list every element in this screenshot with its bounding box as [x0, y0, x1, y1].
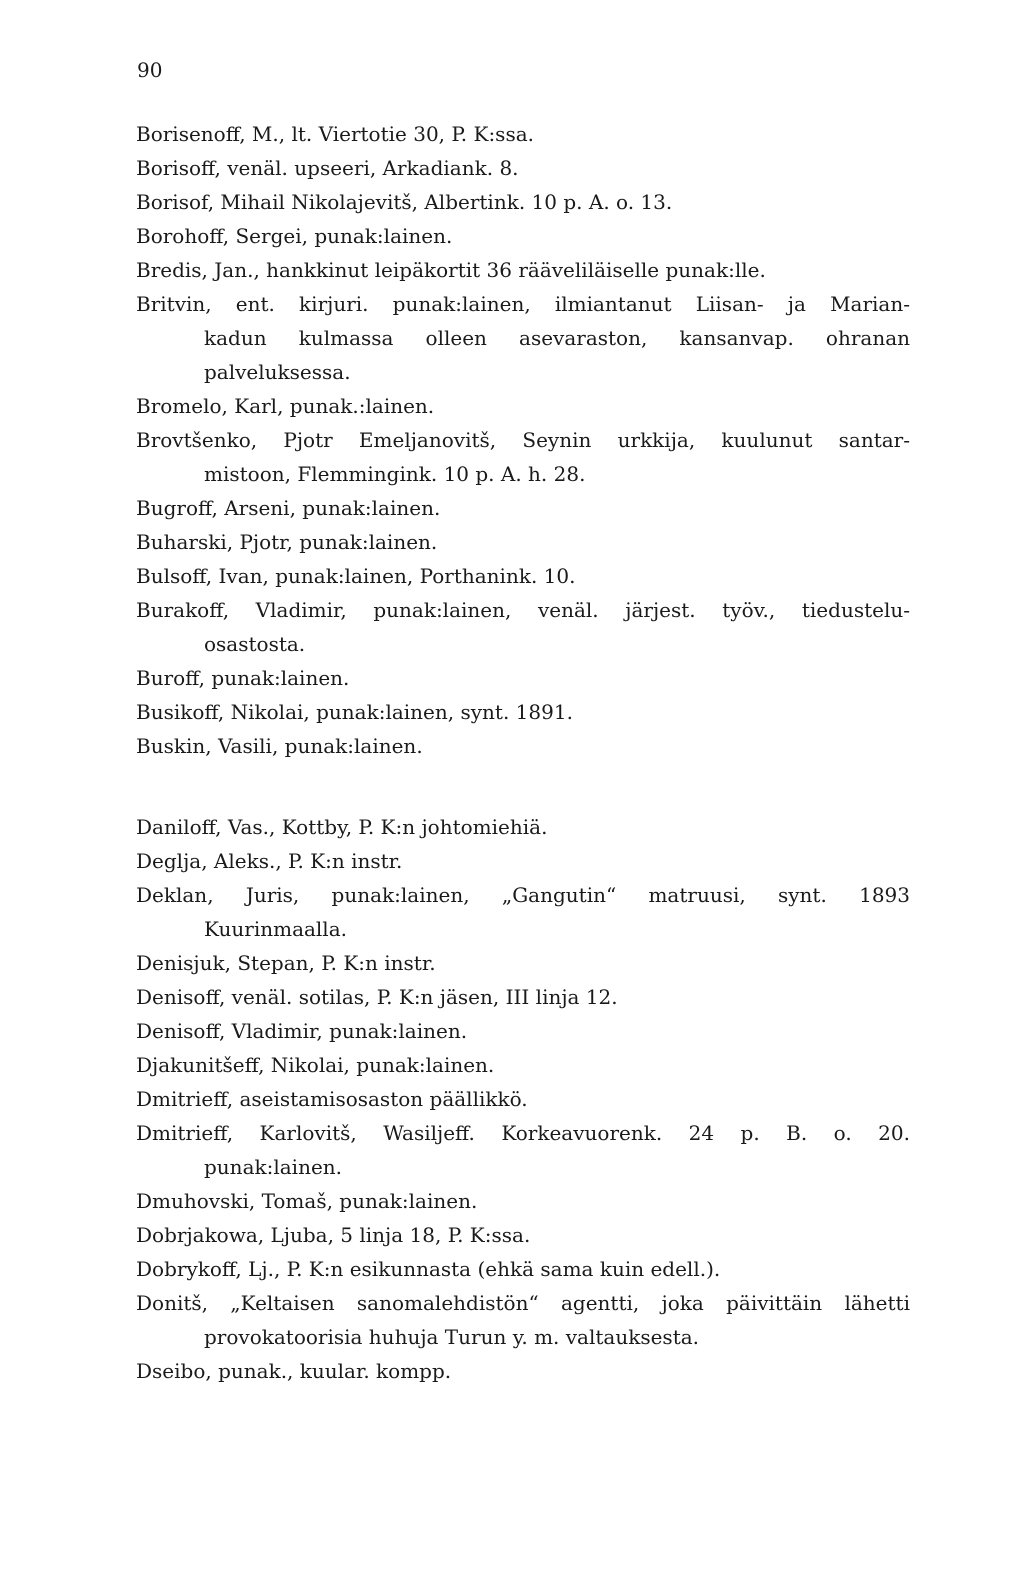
directory-entry	[136, 1218, 910, 1252]
directory-entry	[136, 1048, 910, 1082]
directory-entry	[136, 1252, 910, 1286]
directory-entry	[136, 1116, 910, 1184]
entry-line: Dobrjakowa, Ljuba, 5 linja 18, P. K:ssa.	[136, 1223, 531, 1247]
directory-entry	[136, 946, 910, 980]
entry-line: Bulsoff, Ivan, punak:lainen, Porthanink. 10.	[136, 564, 576, 588]
entry-line: Buharski, Pjotr, punak:lainen.	[136, 530, 438, 554]
entry-line: Daniloff, Vas., Kottby, P. K:n johtomiehiä.	[136, 815, 548, 839]
entry-line: Brovtšenko, Pjotr Emeljanovitš, Seynin urkkija, kuulunut santar-	[136, 428, 910, 452]
entry-continuation-line: kadun kulmassa olleen asevaraston, kansanvap. ohranan	[204, 326, 910, 350]
entry-line: Dmitrieff, aseistamisosaston päällikkö.	[136, 1087, 528, 1111]
entry-line: Dobrykoff, Lj., P. K:n esikunnasta (ehkä sama kuin edell.).	[136, 1257, 721, 1281]
directory-entry	[136, 661, 910, 695]
directory-entry	[136, 980, 910, 1014]
entry-line: Denisoff, Vladimir, punak:lainen.	[136, 1019, 468, 1043]
directory-entry	[136, 1014, 910, 1048]
directory-entry	[136, 151, 910, 185]
directory-entry	[136, 593, 910, 661]
entry-line: Borisoff, venäl. upseeri, Arkadiank. 8.	[136, 156, 519, 180]
directory-entry	[136, 423, 910, 491]
entry-continuation-line: mistoon, Flemmingink. 10 p. A. h. 28.	[204, 462, 586, 486]
entry-line: Britvin, ent. kirjuri. punak:lainen, ilmiantanut Liisan- ja Marian-	[136, 292, 910, 316]
entry-continuation-line: palveluksessa.	[204, 360, 351, 384]
directory-entry	[136, 1082, 910, 1116]
directory-entry	[136, 253, 910, 287]
directory-entry	[136, 1286, 910, 1354]
entry-line: Denisjuk, Stepan, P. K:n instr.	[136, 951, 436, 975]
entry-line: Buroff, punak:lainen.	[136, 666, 350, 690]
directory-entry	[136, 729, 910, 763]
entry-line: Dseibo, punak., kuular. kompp.	[136, 1359, 452, 1383]
directory-entry	[136, 1354, 910, 1388]
entry-line: Busikoff, Nikolai, punak:lainen, synt. 1891.	[136, 700, 573, 724]
directory-entry	[136, 810, 910, 844]
directory-entry	[136, 878, 910, 946]
entry-continuation-line: punak:lainen.	[204, 1155, 343, 1179]
entry-line: Borisenoff, M., lt. Viertotie 30, P. K:ssa.	[136, 122, 534, 146]
directory-entry	[136, 491, 910, 525]
directory-entry	[136, 1184, 910, 1218]
entry-line: Borohoff, Sergei, punak:lainen.	[136, 224, 453, 248]
entry-line: Buskin, Vasili, punak:lainen.	[136, 734, 423, 758]
entry-continuation-line: Kuurinmaalla.	[204, 917, 347, 941]
entry-line: Dmitrieff, Karlovitš, Wasiljeff. Korkeavuorenk. 24 p. B. o. 20.	[136, 1121, 910, 1145]
directory-entry	[136, 844, 910, 878]
directory-entry	[136, 287, 910, 389]
entry-line: Bromelo, Karl, punak.:lainen.	[136, 394, 435, 418]
entry-line: Djakunitšeff, Nikolai, punak:lainen.	[136, 1053, 495, 1077]
entry-line: Bredis, Jan., hankkinut leipäkortit 36 rääveliläiselle punak:lle.	[136, 258, 766, 282]
entry-continuation-line: provokatoorisia huhuja Turun y. m. valtauksesta.	[204, 1325, 700, 1349]
entries-section-b	[136, 117, 910, 763]
entry-line: Bugroff, Arseni, punak:lainen.	[136, 496, 441, 520]
entry-line: Deklan, Juris, punak:lainen, „Gangutin“ matruusi, synt. 1893	[136, 883, 910, 907]
entries-section-d	[136, 810, 910, 1388]
directory-entry	[136, 185, 910, 219]
entry-continuation-line: osastosta.	[204, 632, 306, 656]
entry-line: Dmuhovski, Tomaš, punak:lainen.	[136, 1189, 478, 1213]
entry-line: Borisof, Mihail Nikolajevitš, Albertink. 10 p. A. o. 13.	[136, 190, 673, 214]
directory-entry	[136, 559, 910, 593]
directory-entry	[136, 695, 910, 729]
entry-line: Denisoff, venäl. sotilas, P. K:n jäsen, III linja 12.	[136, 985, 618, 1009]
entry-line: Deglja, Aleks., P. K:n instr.	[136, 849, 403, 873]
directory-entry	[136, 389, 910, 423]
page-number: 90	[137, 58, 163, 82]
directory-entry	[136, 117, 910, 151]
directory-entry	[136, 219, 910, 253]
directory-entry	[136, 525, 910, 559]
entry-line: Donitš, „Keltaisen sanomalehdistön“ agentti, joka päivittäin lähetti	[136, 1291, 910, 1315]
entry-line: Burakoff, Vladimir, punak:lainen, venäl. järjest. työv., tiedustelu-	[136, 598, 910, 622]
